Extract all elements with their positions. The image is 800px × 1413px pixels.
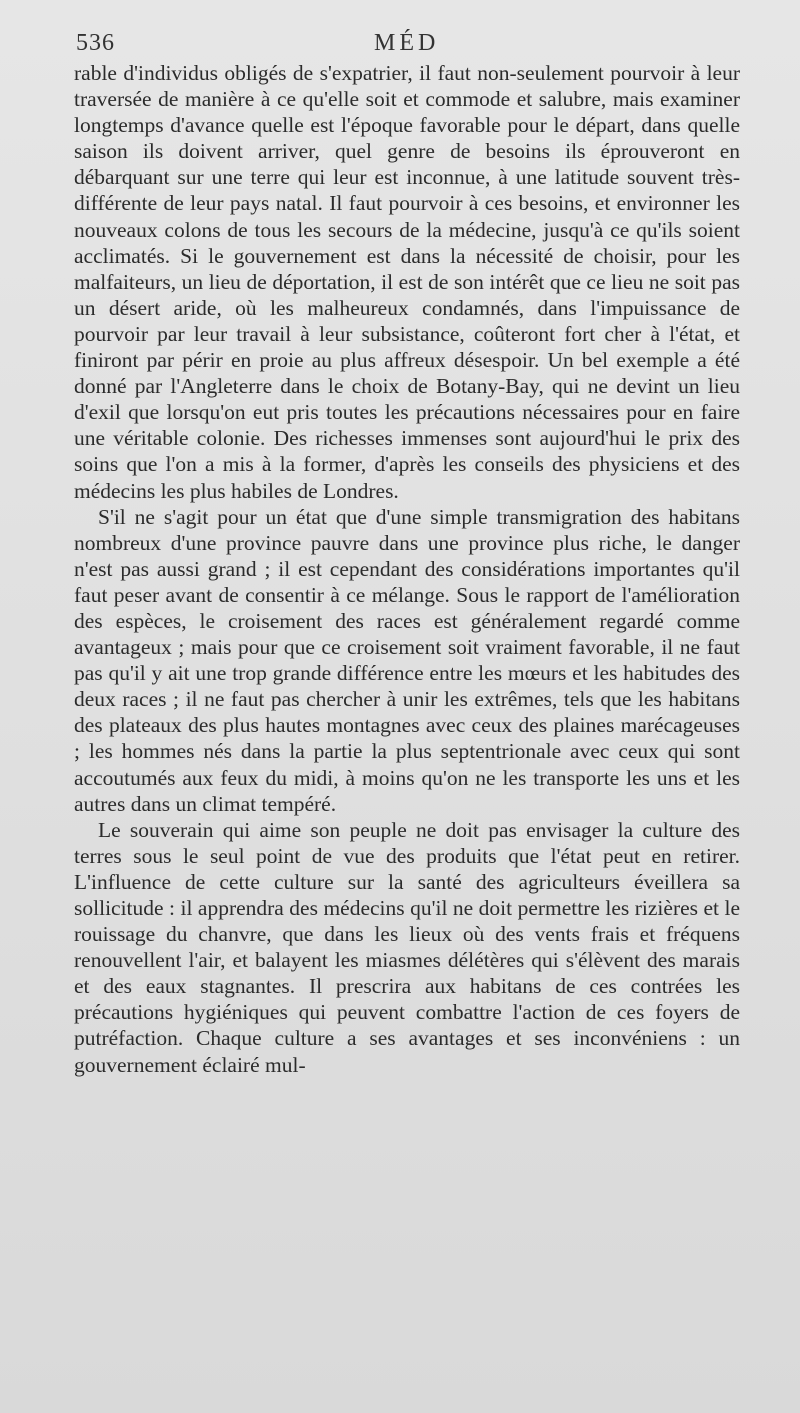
running-head: MÉD — [374, 30, 440, 56]
paragraph-transmigration: S'il ne s'agit pour un état que d'une simple transmigration des habitans nombreux d'une province pauvre dans une province plus riche, le danger n'est pas aussi grand ; il est cependant des considérations importantes qu'il faut peser avant de consentir à ce mélange. Sous le rapport de l'amélioration des espèces, le croisement des races est généralement regardé comme avantageux ; mais pour que ce croisement soit vraiment favorable, il ne faut pas qu'il y ait une trop grande différence entre les mœurs et les habitudes des deux races ; il ne faut pas chercher à unir les extrêmes, tels que les habitans des plateaux des plus hautes montagnes avec ceux des plaines marécageuses ; les hommes nés dans la partie la plus septentrionale avec ceux qui sont accoutumés aux feux du midi, à moins qu'on ne les transporte les uns et les autres dans un climat tempéré. — [74, 504, 740, 816]
paragraph-culture: Le souverain qui aime son peuple ne doit pas envisager la culture des terres sous le seul point de vue des produits que l'état peut en retirer. L'influence de cette culture sur la santé des agriculteurs éveillera sa sollicitude : il apprendra des médecins qu'il ne doit permettre les rizières et le rouissage du chanvre, que dans les lieux où des vents frais et fréquens renouvellent l'air, et balayent les miasmes délétères qui s'élèvent des marais et des eaux stagnantes. Il prescrira aux habitans de ces contrées les précautions hygiéniques qui peuvent combattre l'action de ces foyers de putréfaction. Chaque culture a ses avantages et ses inconvéniens : un gouvernement éclairé mul- — [74, 817, 740, 1077]
body-text — [74, 60, 740, 1078]
paragraph-continued: rable d'individus obligés de s'expatrier, il faut non-seulement pourvoir à leur traversée de manière à ce qu'elle soit et commode et salubre, mais examiner longtemps d'avance quelle est l'époque favorable pour le départ, dans quelle saison ils doivent arriver, quel genre de besoins ils éprouveront en débarquant sur une terre qui leur est inconnue, à une latitude souvent très-différente de leur pays natal. Il faut pourvoir à ces besoins, et environner les nouveaux colons de tous les secours de la médecine, jusqu'à ce qu'ils soient acclimatés. Si le gouvernement est dans la nécessité de choisir, pour les malfaiteurs, un lieu de déportation, il est de son intérêt que ce lieu ne soit pas un désert aride, où les malheureux condamnés, dans l'impuissance de pourvoir par leur travail à leur subsistance, coûteront fort cher à l'état, et finiront par périr en proie au plus affreux désespoir. Un bel exemple a été donné par l'Angleterre dans le choix de Botany-Bay, qui ne devint un lieu d'exil que lorsqu'on eut pris toutes les précautions nécessaires pour en faire une véritable colonie. Des richesses immenses sont aujourd'hui le prix des soins que l'on a mis à la former, d'après les conseils des physiciens et des médecins les plus habiles de Londres. — [74, 61, 740, 503]
page-number: 536 — [76, 30, 115, 56]
page-header — [74, 30, 740, 62]
